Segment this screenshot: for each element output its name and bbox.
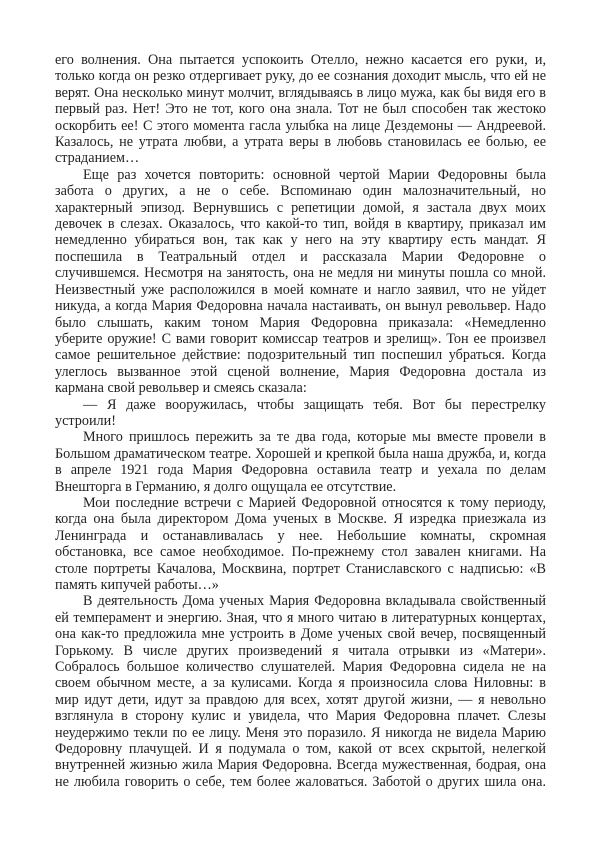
text-line: ей темперамент и энергию. Зная, что я много читаю в литературных концертах, [55,609,546,626]
text-line: самое решительное действие: подозрительный тип поспешил убраться. Когда [55,347,546,364]
paragraph [55,397,546,430]
text-line: девочек в слезах. Оказалось, что какой-то тип, войдя в квартиру, приказал им [55,216,546,233]
text-line: Внешторга в Германию, я долго ощущала ее отсутствие. [55,478,397,495]
text-line: уберите оружие! С вами говорит комиссар театров и зрелищ». Тон ее произвел [55,330,546,347]
text-line: Неизвестный уже расположился в моей комнате и нагло заявил, что не уйдет [55,281,546,298]
text-line: своем обычном месте, а за кулисами. Когда я произносила слова Ниловны: в [55,675,546,692]
text-line: мир идут дети, идут за правдою для всех, хотят другой жизни, — я невольно [55,691,546,708]
text-line: устроили! [55,412,116,429]
text-line: неудержимо текли по ее лицу. Меня это поразило. Я никогда не видела Марию [55,724,546,741]
text-line: Большом драматическом театре. Хорошей и крепкой была наша дружба, и, когда [55,445,546,462]
paragraph [55,167,546,397]
text-line: характерный эпизод. Вернувшись с репетиции домой, я застала двух моих [55,199,546,216]
text-line: случившемся. Несмотря на занятость, она не медля ни минуты пошла со мной. [55,265,546,282]
text-line: только когда он резко отдергивает руку, до ее сознания доходит мысль, что ей не [55,68,546,85]
text-line: страданием… [55,150,140,167]
text-line: взглянула в сторону кулис и увидела, что Мария Федоровна плачет. Слезы [55,708,546,725]
text-line: его волнения. Она пытается успокоить Отелло, нежно касается его руки, и, [55,52,546,68]
text-line: Много пришлось пережить за те два года, которые мы вместе провели в [83,429,546,446]
text-line: поспешила в Театральный отдел и рассказала Марии Федоровне о [55,248,546,265]
paragraph [55,593,546,790]
text-line: кармана свой револьвер и смеясь сказала: [55,380,307,397]
text-line: не любила говорить о себе, тем более жаловаться. Заботой о других шила она. [55,773,546,790]
text-line: внутренней жизнью жила Мария Федоровна. Всегда мужественная, бодрая, она [55,757,546,774]
text-line: оскорбить ее! С этого момента гасла улыбка на лице Дездемоны — Андреевой. [55,117,546,134]
text-line: первый раз. Нет! Это не тот, кого она знала. Тот не был способен так жестоко [55,101,546,118]
text-line: никуда, а когда Мария Федоровна начала настаивать, он вынул револьвер. Надо [55,298,546,315]
text-line: забота о других, а не о себе. Вспоминаю один малозначительный, но [55,183,546,200]
text-line: улеглось вызванное этой сценой волнение, Мария Федоровна достала из [55,363,546,380]
text-line: Мои последние встречи с Марией Федоровной относятся к тому периоду, [83,494,546,511]
text-line: Еще раз хочется повторить: основной чертой Марии Федоровны была [83,166,546,183]
text-line: столе портреты Качалова, Москвина, портрет Станиславского с надписью: «В [55,560,546,577]
text-line: Федоровну плачущей. И я подумала о том, какой от всех скрытой, нелегкой [55,741,546,758]
text-line: — Я даже вооружилась, чтобы защищать тебя. Вот бы перестрелку [83,396,546,413]
text-line: когда она была директором Дома ученых в Москве. Я изредка приезжала из [55,511,546,528]
paragraph [55,495,546,593]
text-line: Ленинграда и останавливалась у нее. Небольшие комнаты, скромная [55,527,546,544]
text-line: она как-то предложила мне устроить в Доме ученых свой вечер, посвященный [55,626,546,643]
paragraph [55,429,546,495]
text-line: верят. Она несколько минут молчит, вглядываясь в лицо мужа, как бы видя его в [55,84,546,101]
text-line: было слышать, каким тоном Мария Федоровна приказала: «Немедленно [55,314,546,331]
text-line: в апреле 1921 года Мария Федоровна оставила театр и уехала по делам [55,462,546,479]
text-line: Горькому. В числе других произведений я читала отрывки из «Матери». [55,642,546,659]
paragraph [55,52,546,167]
document-page [55,52,546,790]
text-line: немедленно убираться вон, так как у него на эту квартиру есть мандат. Я [55,232,546,249]
text-line: память кипучей работы…» [55,577,219,593]
text-line: обстановка, все самое необходимое. По-прежнему стол завален книгами. На [55,544,546,561]
text-line: Собралось большое количество слушателей. Мария Федоровна сидела не на [55,659,546,676]
text-line: Казалось, не утрата любви, а утрата веры в любовь становилась ее болью, ее [55,134,546,151]
text-line: В деятельность Дома ученых Мария Федоровна вкладывала свойственный [83,593,546,610]
